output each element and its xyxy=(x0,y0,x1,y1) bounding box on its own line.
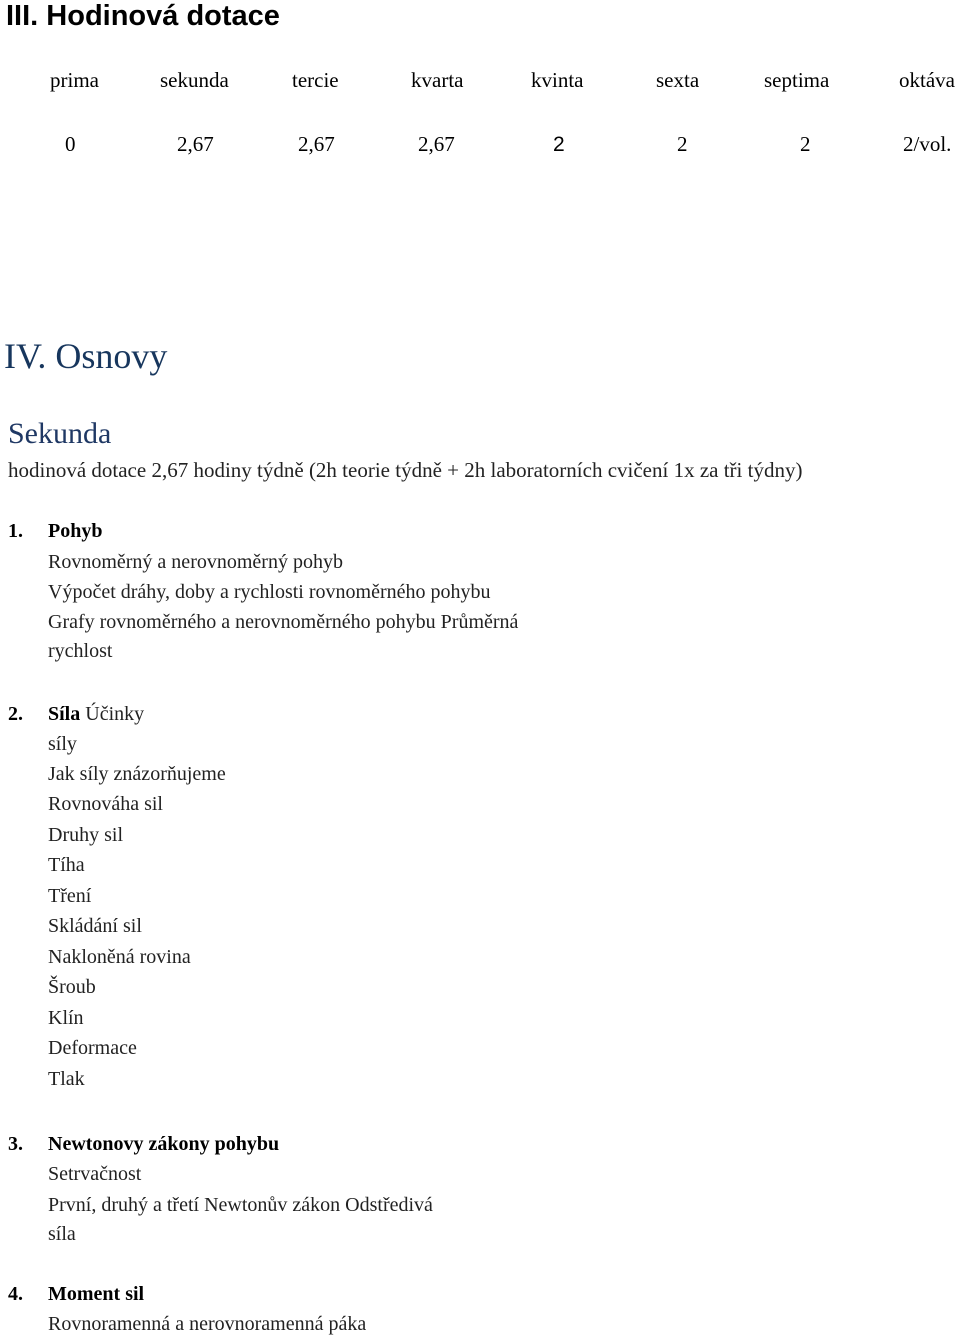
topic-number: 2. xyxy=(8,703,23,725)
topic-line: Jak síly znázorňujeme xyxy=(48,763,226,785)
grade-label: sexta xyxy=(656,68,700,92)
hours-value: 2 xyxy=(553,133,565,156)
hours-value: 2 xyxy=(677,132,688,156)
topic-line: Tlak xyxy=(48,1068,85,1090)
topic-line: rychlost xyxy=(48,640,113,662)
grade-label: kvinta xyxy=(531,68,584,92)
topic-line: Druhy sil xyxy=(48,824,123,846)
hours-value: 2,67 xyxy=(418,132,455,156)
hours-value: 2,67 xyxy=(177,132,214,156)
topic-line: Výpočet dráhy, doby a rychlosti rovnoměrného pohybu xyxy=(48,581,491,603)
grade-label: oktáva xyxy=(899,68,955,92)
hours-value: 2/vol. xyxy=(903,132,952,156)
topic-title: Pohyb xyxy=(48,520,103,542)
topic-line: Setrvačnost xyxy=(48,1163,142,1185)
topic-line: Rovnováha sil xyxy=(48,793,163,815)
topic-number: 3. xyxy=(8,1133,23,1155)
topic-title: Moment sil xyxy=(48,1283,145,1305)
topic-line: Rovnoramenná a nerovnoramenná páka xyxy=(48,1313,367,1335)
grade-label: kvarta xyxy=(411,68,464,92)
topic-line: Nakloněná rovina xyxy=(48,946,191,968)
topic-line: Deformace xyxy=(48,1037,137,1059)
grade-label: tercie xyxy=(292,68,339,92)
grade-label: septima xyxy=(764,68,830,92)
topic-line: Rovnoměrný a nerovnoměrný pohyb xyxy=(48,551,343,573)
topic-line: Tření xyxy=(48,885,92,907)
topic-line: Skládání sil xyxy=(48,915,142,937)
topic-line: Klín xyxy=(48,1007,84,1029)
topic-line: síla xyxy=(48,1223,76,1245)
hours-value: 2,67 xyxy=(298,132,335,156)
hours-value: 2 xyxy=(800,132,811,156)
topic-line: Tíha xyxy=(48,854,85,876)
hours-description: hodinová dotace 2,67 hodiny týdně (2h teorie týdně + 2h laboratorních cvičení 1x za tři týdny) xyxy=(8,458,803,482)
topic-line: síly xyxy=(48,733,77,755)
topic-line: První, druhý a třetí Newtonův zákon Odstředivá xyxy=(48,1194,433,1216)
topic-number: 4. xyxy=(8,1283,23,1305)
topic-title: Newtonovy zákony pohybu xyxy=(48,1133,280,1155)
hours-value: 0 xyxy=(65,132,76,156)
topic-line: Šroub xyxy=(48,976,96,998)
section-heading-curriculum: IV. Osnovy xyxy=(4,336,168,376)
grade-label: sekunda xyxy=(160,68,229,92)
topic-line: Grafy rovnoměrného a nerovnoměrného pohybu Průměrná xyxy=(48,611,519,633)
grade-heading-sekunda: Sekunda xyxy=(8,417,112,450)
topic-title-row xyxy=(48,704,144,724)
topic-number: 1. xyxy=(8,520,23,542)
grade-label: prima xyxy=(50,68,99,92)
section-heading-hours: III. Hodinová dotace xyxy=(6,0,280,32)
topic-title-suffix: Účinky xyxy=(80,703,145,725)
topic-title: Síla xyxy=(48,703,81,725)
